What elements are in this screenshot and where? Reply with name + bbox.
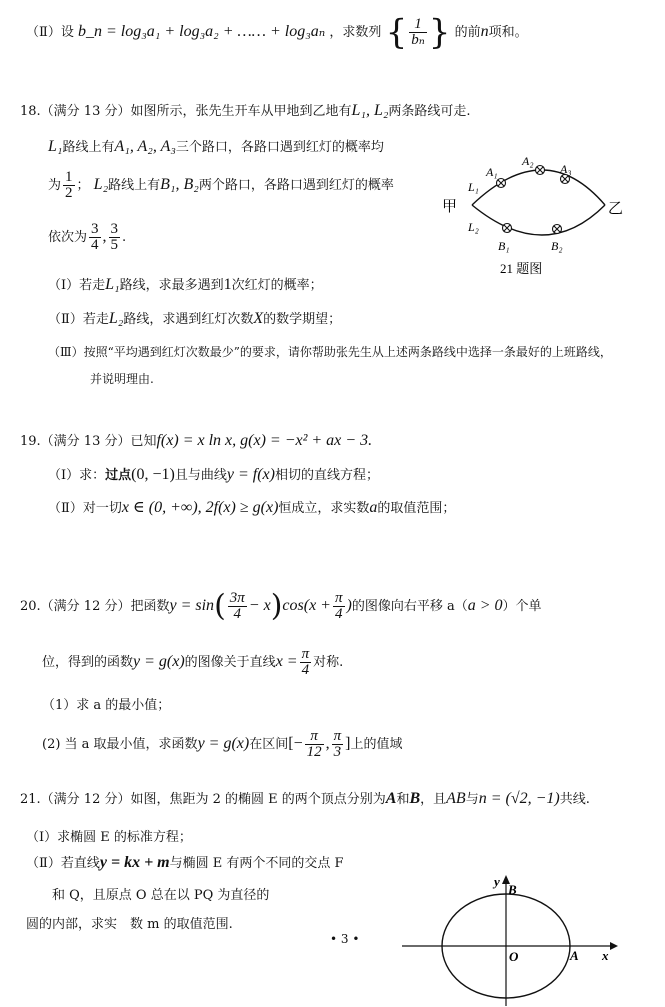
figure-caption: 21 题图 [500, 261, 543, 276]
q17-tail: 的前 [454, 25, 481, 40]
frac-three-quarters: $\frac{3}{4}$ [91, 221, 99, 253]
q18-part3: （Ⅲ）按照“平均遇到红灯次数最少”的要求，请你帮助张先生从上述两条路线中选择一条最好的上班路线， [48, 345, 612, 359]
label-a2: A₂ [522, 154, 534, 168]
frac-one-half: $\frac{1}{2}$ [65, 169, 73, 201]
q17-end: 项和。 [488, 25, 528, 40]
label-end: 乙 [608, 201, 624, 217]
q18-part3-cont: 并说明理由. [90, 372, 154, 386]
q18-part1: （Ⅰ）若走L₁路线，求最多遇到1次红灯的概率； [48, 276, 323, 293]
q17-part2 [26, 12, 528, 52]
label-b: B [508, 882, 517, 897]
light-b2-icon [553, 225, 562, 234]
frac-pi-over-12: $\frac{\pi}{12}$ [306, 728, 322, 760]
left-brace: { [385, 12, 408, 53]
light-a2-icon [536, 166, 545, 175]
q17-n: n [480, 23, 489, 40]
q17-seq-text: ，求数列 [329, 25, 382, 40]
x-axis-arrow-icon [610, 942, 618, 950]
label-a3: A₃ [560, 162, 572, 176]
q20-header: 20.（满分 12 分）把函数y = sin( $\frac{3\pi}{4}$ − x)cos(x + $\frac{\pi}{4}$ )的图像向右平移 a（a > 0）个单 [20, 588, 542, 624]
label-x: x [602, 948, 609, 963]
right-brace: } [428, 12, 451, 53]
q17-fraction: $\frac{1}{\text{bₙ}}$ [411, 16, 425, 48]
ellipse-figure [398, 872, 620, 1007]
label-y: y [494, 874, 500, 889]
q19-part1: （Ⅰ）求：过点(0, −1)且与曲线y = f(x)相切的直线方程； [48, 466, 379, 483]
q20-part2: (2) 当 a 取最小值，求函数y = g(x)在区间[− $\frac{\pi}{12}$ , $\frac{\pi}{3}$ ]上的值域 [42, 728, 403, 760]
label-b2: B₂ [551, 239, 563, 253]
q21-part2: （Ⅱ）若直线y = kx + m与椭圆 E 有两个不同的交点 F [26, 854, 344, 871]
label-o: O [509, 949, 519, 964]
q17-bn-formula: b_n = log₃a₁ + log₃a₂ + …… + log₃aₙ [77, 23, 326, 40]
q17-part2-label: （Ⅱ）设 [26, 25, 74, 40]
q18-line2: 为 $\frac{1}{2}$ ； L₂路线上有B₁, B₂两个路口，各路口遇到红灯的概率 [48, 169, 394, 201]
light-a1-icon [497, 179, 506, 188]
q20-line2: 位，得到的函数y = g(x)的图像关于直线x = $\frac{\pi}{4}$ 对称. [42, 646, 344, 678]
q18-line3: 依次为 $\frac{3}{4}$ , $\frac{3}{5}$ . [48, 221, 127, 253]
label-start: 甲 [442, 199, 458, 215]
frac-pi-over-3: $\frac{\pi}{3}$ [333, 728, 342, 760]
q19-header: 19.（满分 13 分）已知f(x) = x ln x, g(x) = −x² + ax − 3. [20, 432, 373, 449]
q19-part2: （Ⅱ）对一切x ∈ (0, +∞), 2f(x) ≥ g(x)恒成立，求实数a的取值范围； [48, 499, 456, 516]
q18-part2: （Ⅱ）若走L₂路线，求遇到红灯次数X的数学期望； [48, 310, 342, 327]
q20-part1: （1）求 a 的最小值； [42, 698, 171, 713]
q21-part1: （Ⅰ）求椭圆 E 的标准方程； [26, 830, 192, 845]
frac-three-fifths: $\frac{3}{5}$ [110, 221, 119, 253]
label-b1: B₁ [498, 239, 510, 253]
frac-3pi-over-4: $\frac{3\pi}{4}$ [229, 590, 245, 622]
label-l2: L₂ [468, 220, 479, 234]
label-a1: A₁ [486, 165, 498, 179]
q21-line3: 和 Q，且原点 O 总在以 PQ 为直径的 [52, 888, 270, 903]
q18-header: 18.（满分 13 分）如图所示，张先生开车从甲地到乙地有L₁, L₂两条路线可走. [20, 102, 471, 119]
q18-line1: L₁路线上有A₁, A₂, A₃三个路口，各路口遇到红灯的概率均 [48, 138, 384, 155]
label-l1: L₁ [468, 180, 479, 194]
route-diagram [430, 145, 640, 280]
page-number: • 3 • [330, 932, 360, 946]
light-b1-icon [503, 224, 512, 233]
route-l2-path [472, 205, 605, 235]
q21-header: 21.（满分 12 分）如图，焦距为 2 的椭圆 E 的两个顶点分别为A和B，且AB与n = (√2, −1)共线. [20, 790, 590, 807]
q21-line4: 圆的内部，求实 数 m 的取值范围. [26, 917, 233, 932]
label-a: A [570, 948, 579, 963]
frac-pi-over-4: $\frac{\pi}{4}$ [334, 590, 343, 622]
frac-pi-over-4-axis: $\frac{\pi}{4}$ [301, 646, 310, 678]
